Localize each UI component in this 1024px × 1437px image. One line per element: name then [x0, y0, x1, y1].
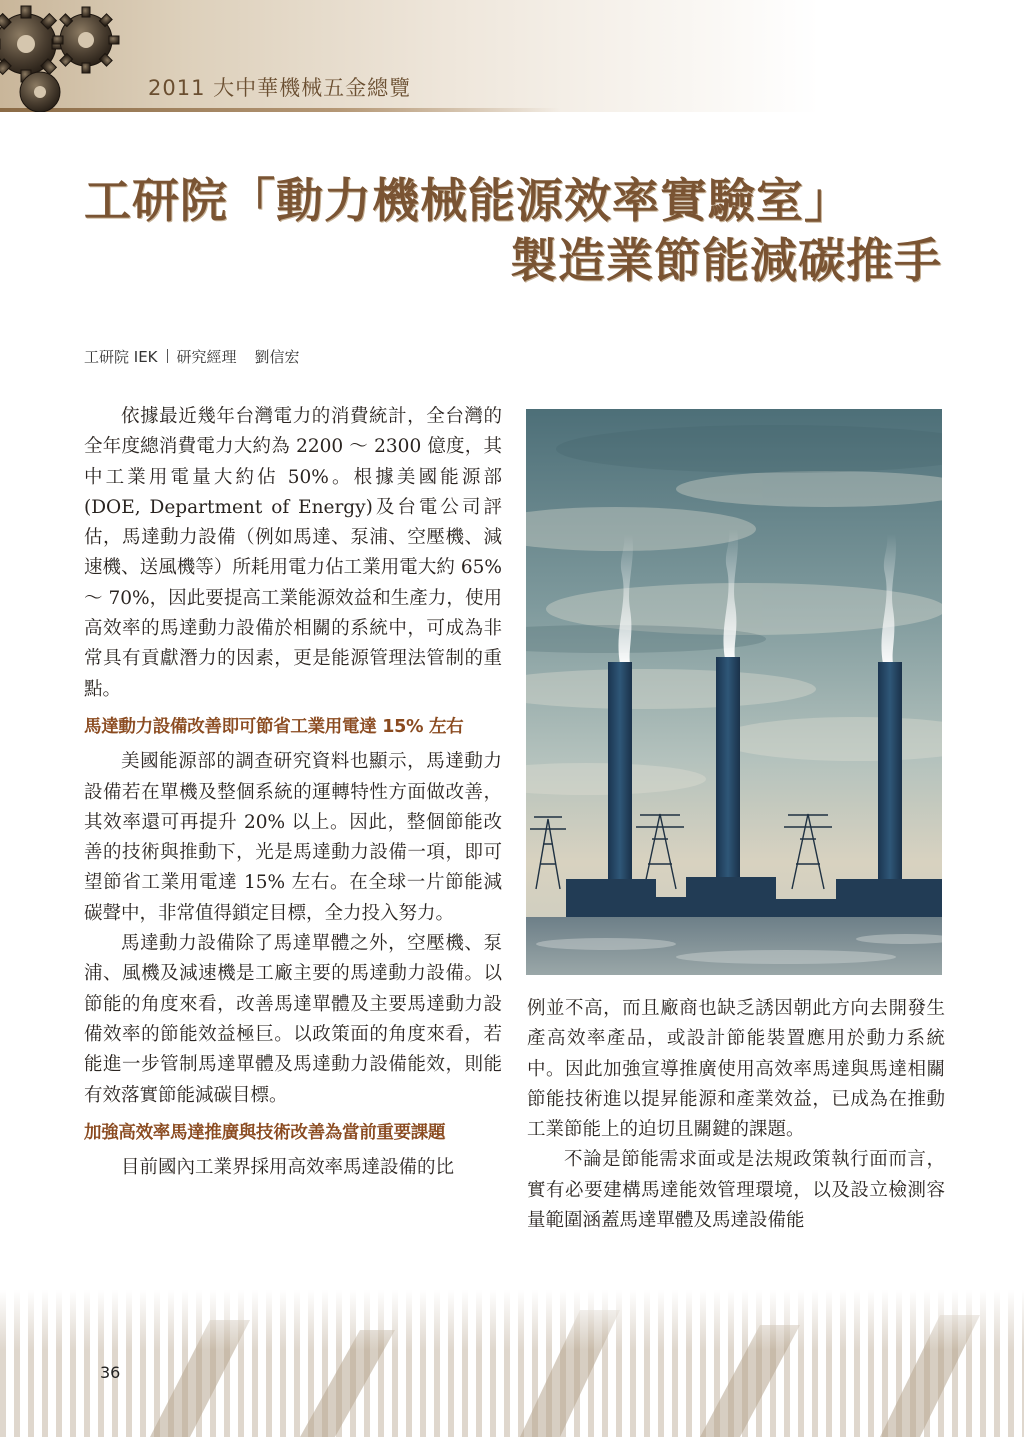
subheading-1: 馬達動力設備改善即可節省工業用電達 15% 左右	[84, 716, 464, 737]
byline-author: 劉信宏	[254, 348, 300, 366]
paragraph-1: 依據最近幾年台灣電力的消費統計，全台灣的全年度總消費電力大約為 2200 ～ 2300 億度，其中工業用電量大約佔 50%。根據美國能源部(DOE, Department of Energy)及台電公司評估，馬達動力設備（例如馬達、泵浦、空壓機、減速機、送風機等）所耗用電力佔工業用電大約 65% ～ 70%，因此要提高工業能源效益和生產力，使用高效率的馬達動力設備於相關的系統中，可成為非常具有貢獻潛力的因素，更是能源管理法管制的重點。	[84, 406, 502, 700]
byline-org: 工研院 IEK	[84, 348, 158, 366]
paragraph-3: 馬達動力設備除了馬達單體之外，空壓機、泵浦、風機及減速機是工廠主要的馬達動力設備。以節能的角度來看，改善馬達單體及主要馬達動力設備效率的節能效益極巨。以政策面的角度來看，若能進一步管制馬達單體及馬達動力設備能效，則能有效落實節能減碳目標。	[84, 933, 502, 1106]
paragraph-5: 不論是節能需求面或是法規政策執行面而言，實有必要建構馬達能效管理環境，以及設立檢測容量範圍涵蓋馬達單體及馬達設備能	[527, 1149, 945, 1232]
paragraph-2: 美國能源部的調查研究資料也顯示，馬達動力設備若在單機及整個系統的運轉特性方面做改善，其效率還可再提升 20% 以上。因此，整個節能改善的技術與推動下，光是馬達動力設備一項，即可望節省工業用電達 15% 左右。在全球一片節能減碳聲中，非常值得鎖定目標，全力投入努力。	[84, 751, 502, 924]
paragraph-4-continued: 例並不高，而且廠商也缺乏誘因朝此方向去開發生產高效率產品，或設計節能裝置應用於動力系統中。因此加強宣導推廣使用高效率馬達與馬達相關節能技術進以提昇能源和產業效益，已成為在推動工業節能上的迫切且關鍵的課題。	[527, 998, 945, 1141]
byline	[84, 346, 300, 367]
publication-title: 2011 大中華機械五金總覽	[148, 76, 412, 100]
power-plant-photo	[526, 409, 942, 975]
byline-separator	[167, 349, 168, 363]
article-title-line-1: 工研院「動力機械能源效率實驗室」	[84, 174, 852, 229]
paragraph-4-start: 目前國內工業界採用高效率馬達設備的比	[121, 1157, 455, 1179]
gears-icon	[0, 0, 140, 112]
footer-decoration	[0, 1290, 1024, 1437]
page-number: 36	[100, 1363, 121, 1382]
right-column	[527, 994, 945, 1236]
left-column	[84, 402, 502, 1183]
subheading-2: 加強高效率馬達推廣與技術改善為當前重要課題	[84, 1122, 446, 1143]
byline-role: 研究經理	[176, 348, 237, 366]
article-title-line-2: 製造業節能減碳推手	[510, 234, 942, 289]
